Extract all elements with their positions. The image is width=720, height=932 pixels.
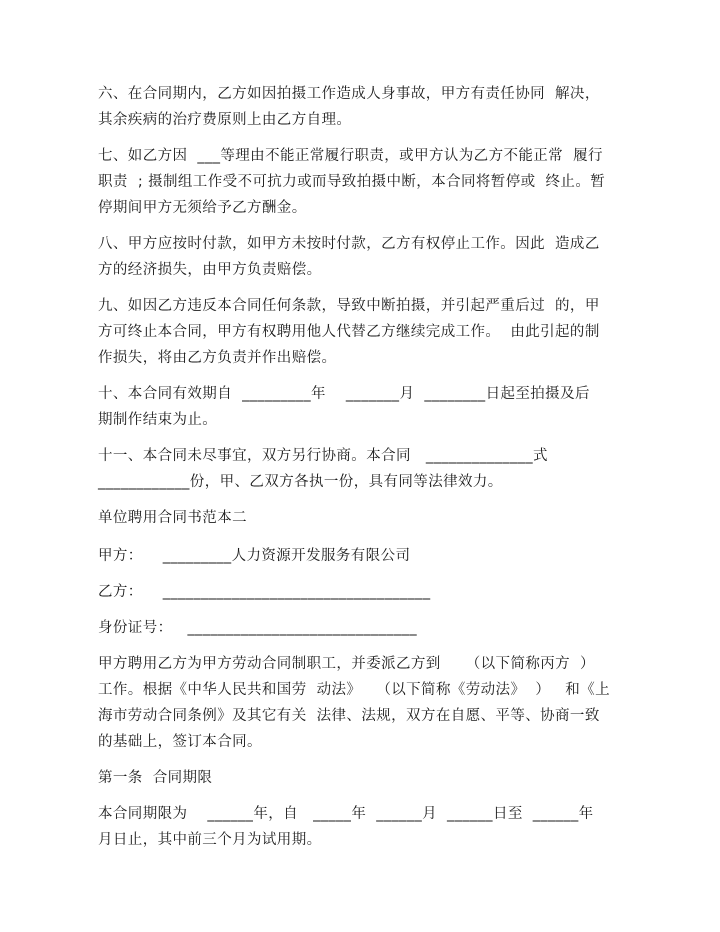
clause-9-line-1: 九、如因乙方违反本合同任何条款，导致中断拍摄，并引起严重后过 的，甲 xyxy=(98,298,600,314)
preamble-line-1: 甲方聘用乙方为甲方劳动合同制职工，并委派乙方到 （以下简称丙方 ） xyxy=(98,656,595,672)
article-1-heading: 第一条 合同期限 xyxy=(98,770,213,786)
party-b-line: 乙方： ___________________________________ xyxy=(98,584,431,600)
clause-11-line-2: ____________份，甲、乙双方各执一份，具有同等法律效力。 xyxy=(98,474,503,490)
clause-9-line-2: 方可终止本合同，甲方有权聘用他人代替乙方继续完成工作。 由此引起的制 xyxy=(98,324,600,340)
party-a-line: 甲方： _________人力资源开发服务有限公司 xyxy=(98,548,411,564)
clause-9-line-3: 作损失，将由乙方负责并作出赔偿。 xyxy=(98,350,337,366)
preamble-line-4: 的基础上，签订本合同。 xyxy=(98,734,262,750)
clause-7-line-3: 停期间甲方无须给予乙方酬金。 xyxy=(98,200,307,216)
clause-11-line-1: 十一、本合同未尽事宜，双方另行协商。本合同 ______________式 xyxy=(98,448,548,464)
clause-7-line-1: 七、如乙方因 ___等理由不能正常履行职责，或甲方认为乙方不能正常 履行 xyxy=(98,148,603,164)
clause-7-line-2: 职责 ; 摄制组工作受不可抗力或而导致拍摄中断，本合同将暂停或 终止。暂 xyxy=(98,174,606,190)
preamble-line-2: 工作。根据《中华人民共和国劳 动法》 （以下简称《劳动法》 ） 和《上 xyxy=(98,682,610,698)
clause-6-line-2: 其余疾病的治疗费原则上由乙方自理。 xyxy=(98,112,352,128)
clause-10-line-2: 期制作结束为止。 xyxy=(98,412,218,428)
article-1-line-2: 月日止，其中前三个月为试用期。 xyxy=(98,832,322,848)
preamble-line-3: 海市劳动合同条例》及其它有关 法律、法规，双方在自愿、平等、协商一致 xyxy=(98,708,600,724)
clause-8-line-2: 方的经济损失，由甲方负责赔偿。 xyxy=(98,262,322,278)
clause-10-line-1: 十、本合同有效期自 _________年 _______月 ________日起至拍摄及后 xyxy=(98,386,590,402)
clause-8-line-1: 八、甲方应按时付款，如甲方未按时付款，乙方有权停止工作。因此 造成乙 xyxy=(98,236,600,252)
article-1-line-1: 本合同期限为 ______年，自 _____年 ______月 ______日至 ______年 xyxy=(98,806,594,822)
id-number-line: 身份证号： ______________________________ xyxy=(98,620,418,636)
section-heading: 单位聘用合同书范本二 xyxy=(98,510,247,526)
clause-6-line-1: 六、在合同期内，乙方如因拍摄工作造成人身事故，甲方有责任协同 解决， xyxy=(98,86,600,102)
